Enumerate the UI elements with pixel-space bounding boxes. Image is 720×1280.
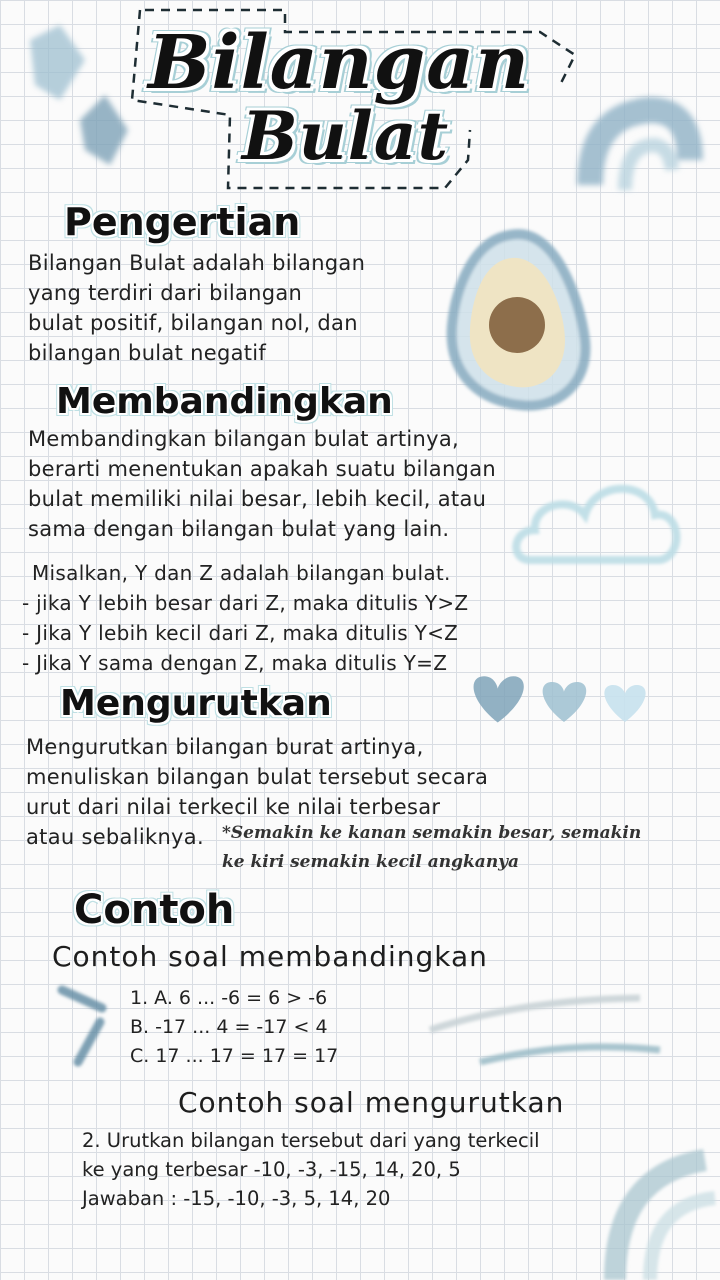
list-item: 2. Urutkan bilangan tersebut dari yang terkecil (82, 1129, 540, 1152)
section-heading-mengurutkan: Mengurutkan (60, 683, 332, 724)
list-item: B. -17 ... 4 = -17 < 4 (130, 1016, 328, 1038)
section-heading-membandingkan: Membandingkan (56, 381, 393, 422)
mengurutkan-note: *Semakin ke kanan semakin besar, semakin (222, 823, 642, 843)
list-item: ke yang terbesar -10, -3, -15, 14, 20, 5 (82, 1158, 461, 1181)
section-heading-pengertian: Pengertian (64, 200, 301, 244)
mengurutkan-note-2: ke kiri semakin kecil angkanya (222, 852, 520, 872)
membandingkan-example (22, 558, 468, 678)
text-line: bilangan bulat negatif (28, 341, 267, 365)
text-line: - Jika Y lebih kecil dari Z, maka ditulis Y<Z (22, 621, 459, 645)
text-line: Bilangan Bulat adalah bilangan (28, 251, 366, 275)
page-title: Bilangan (148, 20, 531, 106)
text-line: berarti menentukan apakah suatu bilangan (28, 457, 496, 481)
text-line: bulat memiliki nilai besar, lebih kecil, atau (28, 487, 487, 511)
text-line: sama dengan bilangan bulat yang lain. (28, 517, 450, 541)
text-line: urut dari nilai terkecil ke nilai terbesar (26, 795, 441, 819)
contoh-mengurutkan-list (82, 1126, 540, 1213)
text-line: - jika Y lebih besar dari Z, maka ditulis Y>Z (22, 591, 469, 615)
list-item: C. 17 ... 17 = 17 = 17 (130, 1045, 339, 1067)
membandingkan-text (28, 424, 496, 544)
text-line: Mengurutkan bilangan burat artinya, (26, 735, 424, 759)
contoh-subheading-mengurutkan: Contoh soal mengurutkan (178, 1086, 565, 1119)
page-title-line2: Bulat (242, 97, 450, 175)
text-line: bulat positif, bilangan nol, dan (28, 311, 358, 335)
avocado-icon (452, 234, 586, 406)
section-heading-contoh: Contoh (74, 887, 235, 933)
contoh-subheading-membandingkan: Contoh soal membandingkan (52, 940, 488, 973)
text-line: - Jika Y sama dengan Z, maka ditulis Y=Z (22, 651, 448, 675)
pengertian-text (28, 248, 365, 368)
rainbow-icon (590, 110, 690, 190)
list-item: 1. A. 6 ... -6 = 6 > -6 (130, 987, 328, 1009)
text-line: menuliskan bilangan bulat tersebut secara (26, 765, 489, 789)
heart-icon (474, 676, 646, 722)
text-line: Membandingkan bilangan bulat artinya, (28, 427, 460, 451)
text-line: yang terdiri dari bilangan (28, 281, 303, 305)
text-line: Misalkan, Y dan Z adalah bilangan bulat. (32, 561, 451, 585)
contoh-membandingkan-list (130, 984, 338, 1071)
list-item: Jawaban : -15, -10, -3, 5, 14, 20 (82, 1187, 391, 1210)
brush-stroke-icon (62, 990, 102, 1062)
swoosh-icon (430, 998, 660, 1062)
brush-blob-icon (30, 25, 128, 165)
cloud-icon (516, 489, 676, 560)
text-line: atau sebaliknya. (26, 825, 204, 849)
rainbow-bottom-icon (615, 1160, 715, 1280)
